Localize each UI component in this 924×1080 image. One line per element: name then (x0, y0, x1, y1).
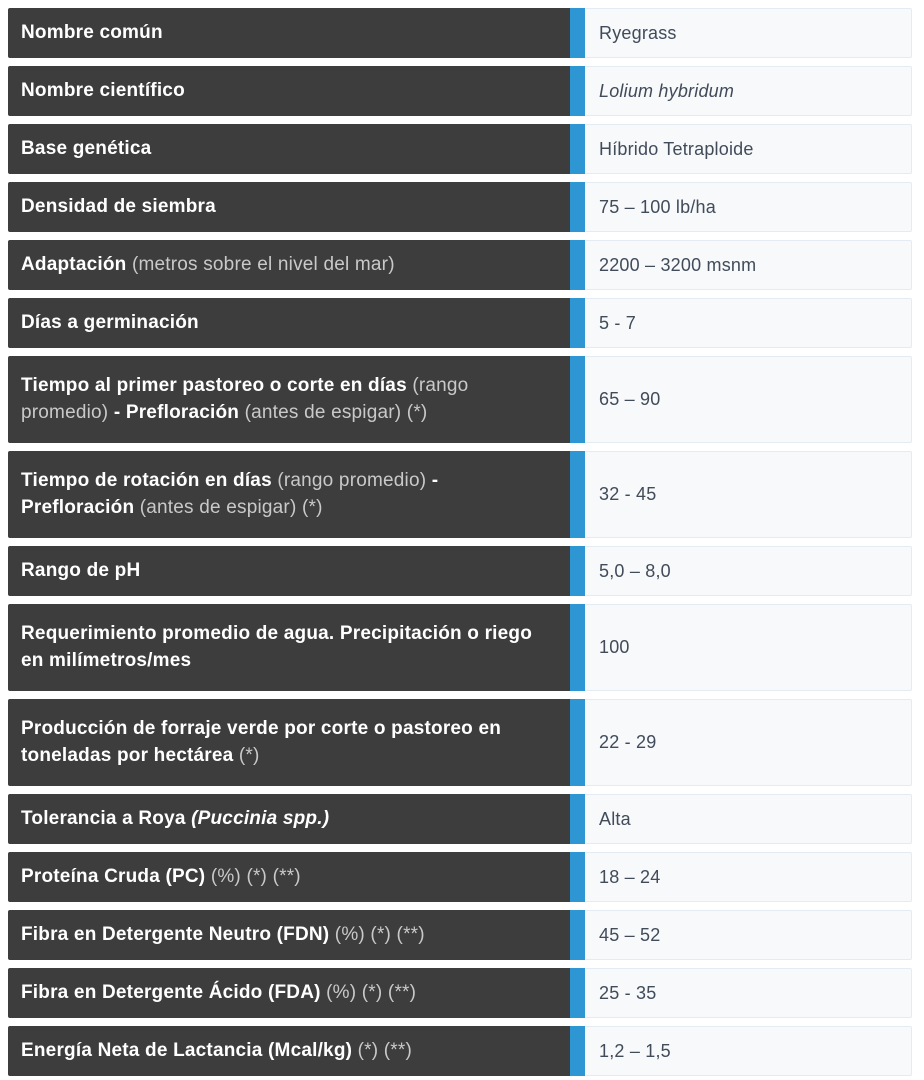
row-value: 45 – 52 (599, 924, 661, 945)
label-segment: Fibra en Detergente Ácido (FDA) (21, 981, 327, 1003)
accent-bar (570, 66, 585, 116)
label-segment: (rango promedio) (277, 470, 432, 492)
row-label (21, 1038, 412, 1064)
row-value-cell (585, 910, 912, 960)
row-label-cell (8, 182, 570, 232)
row-value: Híbrido Tetraploide (599, 138, 754, 159)
accent-bar (570, 968, 585, 1018)
label-segment: Tiempo de rotación en días (21, 470, 278, 492)
row-value-cell (585, 794, 912, 844)
row-value: 100 (599, 637, 630, 657)
label-segment: Requerimiento promedio de agua. Precipitación o riego en milímetros/mes (21, 623, 533, 671)
table-row (8, 66, 912, 116)
row-value: 25 - 35 (599, 982, 657, 1003)
row-label (21, 922, 425, 948)
label-segment: (*) (238, 744, 260, 766)
label-segment: Proteína Cruda (PC) (21, 865, 211, 887)
accent-bar (570, 451, 585, 538)
label-segment: (antes de espigar) (*) (139, 496, 323, 518)
table-row (8, 546, 912, 596)
row-label (21, 621, 554, 673)
label-segment: (*) (**) (357, 1039, 413, 1061)
table-row (8, 852, 912, 902)
row-value-cell (585, 699, 912, 786)
row-value-cell (585, 240, 912, 290)
label-segment: Nombre científico (21, 79, 185, 101)
accent-bar (570, 182, 585, 232)
label-segment: Nombre común (21, 21, 163, 43)
row-label-cell (8, 124, 570, 174)
table-row (8, 240, 912, 290)
row-value: 1,2 – 1,5 (599, 1040, 671, 1061)
row-value: 2200 – 3200 msnm (599, 254, 757, 275)
table-row (8, 124, 912, 174)
accent-bar (570, 240, 585, 290)
accent-bar (570, 546, 585, 596)
accent-bar (570, 1026, 585, 1076)
label-segment: Tolerancia a Roya (21, 807, 192, 829)
ryegrass-spec-table (8, 8, 912, 1076)
row-value-cell (585, 66, 912, 116)
label-segment: (%) (*) (**) (334, 923, 425, 945)
table-row (8, 356, 912, 443)
row-value-cell (585, 546, 912, 596)
row-label (21, 980, 416, 1006)
label-segment: (rango promedio) (21, 375, 469, 423)
row-label-cell (8, 699, 570, 786)
row-value: 22 - 29 (599, 732, 657, 752)
label-segment: Energía Neta de Lactancia (Mcal/kg) (21, 1039, 358, 1061)
row-label (21, 468, 554, 520)
row-label-cell (8, 852, 570, 902)
row-label-cell (8, 968, 570, 1018)
row-value: 5,0 – 8,0 (599, 560, 671, 581)
accent-bar (570, 8, 585, 58)
table-row (8, 604, 912, 691)
label-segment: (%) (*) (**) (210, 865, 301, 887)
label-segment: Adaptación (21, 253, 132, 275)
row-label-cell (8, 451, 570, 538)
row-value: Lolium hybridum (599, 80, 735, 101)
table-row (8, 298, 912, 348)
row-value-cell (585, 298, 912, 348)
table-row (8, 910, 912, 960)
table-row (8, 968, 912, 1018)
label-segment: (%) (*) (**) (326, 981, 417, 1003)
label-segment: (Puccinia spp.) (191, 807, 330, 829)
row-label (21, 864, 301, 890)
row-label (21, 716, 554, 768)
row-value-cell (585, 124, 912, 174)
row-label-cell (8, 298, 570, 348)
row-label (21, 78, 185, 104)
row-label (21, 310, 199, 336)
row-value: 75 – 100 lb/ha (599, 196, 716, 217)
row-label-cell (8, 240, 570, 290)
row-value-cell (585, 1026, 912, 1076)
label-segment: Base genética (21, 137, 152, 159)
table-row (8, 699, 912, 786)
row-label (21, 373, 554, 425)
row-value-cell (585, 604, 912, 691)
accent-bar (570, 298, 585, 348)
row-label-cell (8, 356, 570, 443)
row-label (21, 252, 395, 278)
row-label-cell (8, 8, 570, 58)
accent-bar (570, 794, 585, 844)
row-value-cell (585, 356, 912, 443)
row-label (21, 194, 216, 220)
row-value: 18 – 24 (599, 866, 661, 887)
table-row (8, 1026, 912, 1076)
table-row (8, 794, 912, 844)
row-label (21, 136, 151, 162)
row-label-cell (8, 546, 570, 596)
label-segment: Densidad de siembra (21, 195, 216, 217)
accent-bar (570, 910, 585, 960)
label-segment: Fibra en Detergente Neutro (FDN) (21, 923, 335, 945)
row-value-cell (585, 852, 912, 902)
row-label-cell (8, 66, 570, 116)
row-value: Alta (599, 808, 631, 829)
label-segment: (metros sobre el nivel del mar) (131, 253, 395, 275)
row-value: 5 - 7 (599, 312, 637, 333)
label-segment: Producción de forraje verde por corte o pastoreo en toneladas por hectárea (21, 718, 502, 766)
row-value: 32 - 45 (599, 484, 657, 504)
row-value: Ryegrass (599, 22, 677, 43)
row-label (21, 20, 163, 46)
label-segment: Rango de pH (21, 559, 141, 581)
accent-bar (570, 356, 585, 443)
row-label-cell (8, 1026, 570, 1076)
table-row (8, 8, 912, 58)
row-label-cell (8, 794, 570, 844)
accent-bar (570, 604, 585, 691)
label-segment: - Prefloración (113, 401, 245, 423)
accent-bar (570, 124, 585, 174)
row-value-cell (585, 8, 912, 58)
row-label-cell (8, 604, 570, 691)
row-value-cell (585, 451, 912, 538)
accent-bar (570, 699, 585, 786)
table-row (8, 182, 912, 232)
row-label (21, 806, 329, 832)
accent-bar (570, 852, 585, 902)
row-value-cell (585, 182, 912, 232)
label-segment: Días a germinación (21, 311, 199, 333)
row-label (21, 558, 140, 584)
row-value-cell (585, 968, 912, 1018)
label-segment: (antes de espigar) (*) (244, 401, 428, 423)
label-segment: - Prefloración (21, 470, 439, 518)
row-label-cell (8, 910, 570, 960)
row-value: 65 – 90 (599, 389, 661, 409)
table-row (8, 451, 912, 538)
label-segment: Tiempo al primer pastoreo o corte en días (21, 375, 413, 397)
